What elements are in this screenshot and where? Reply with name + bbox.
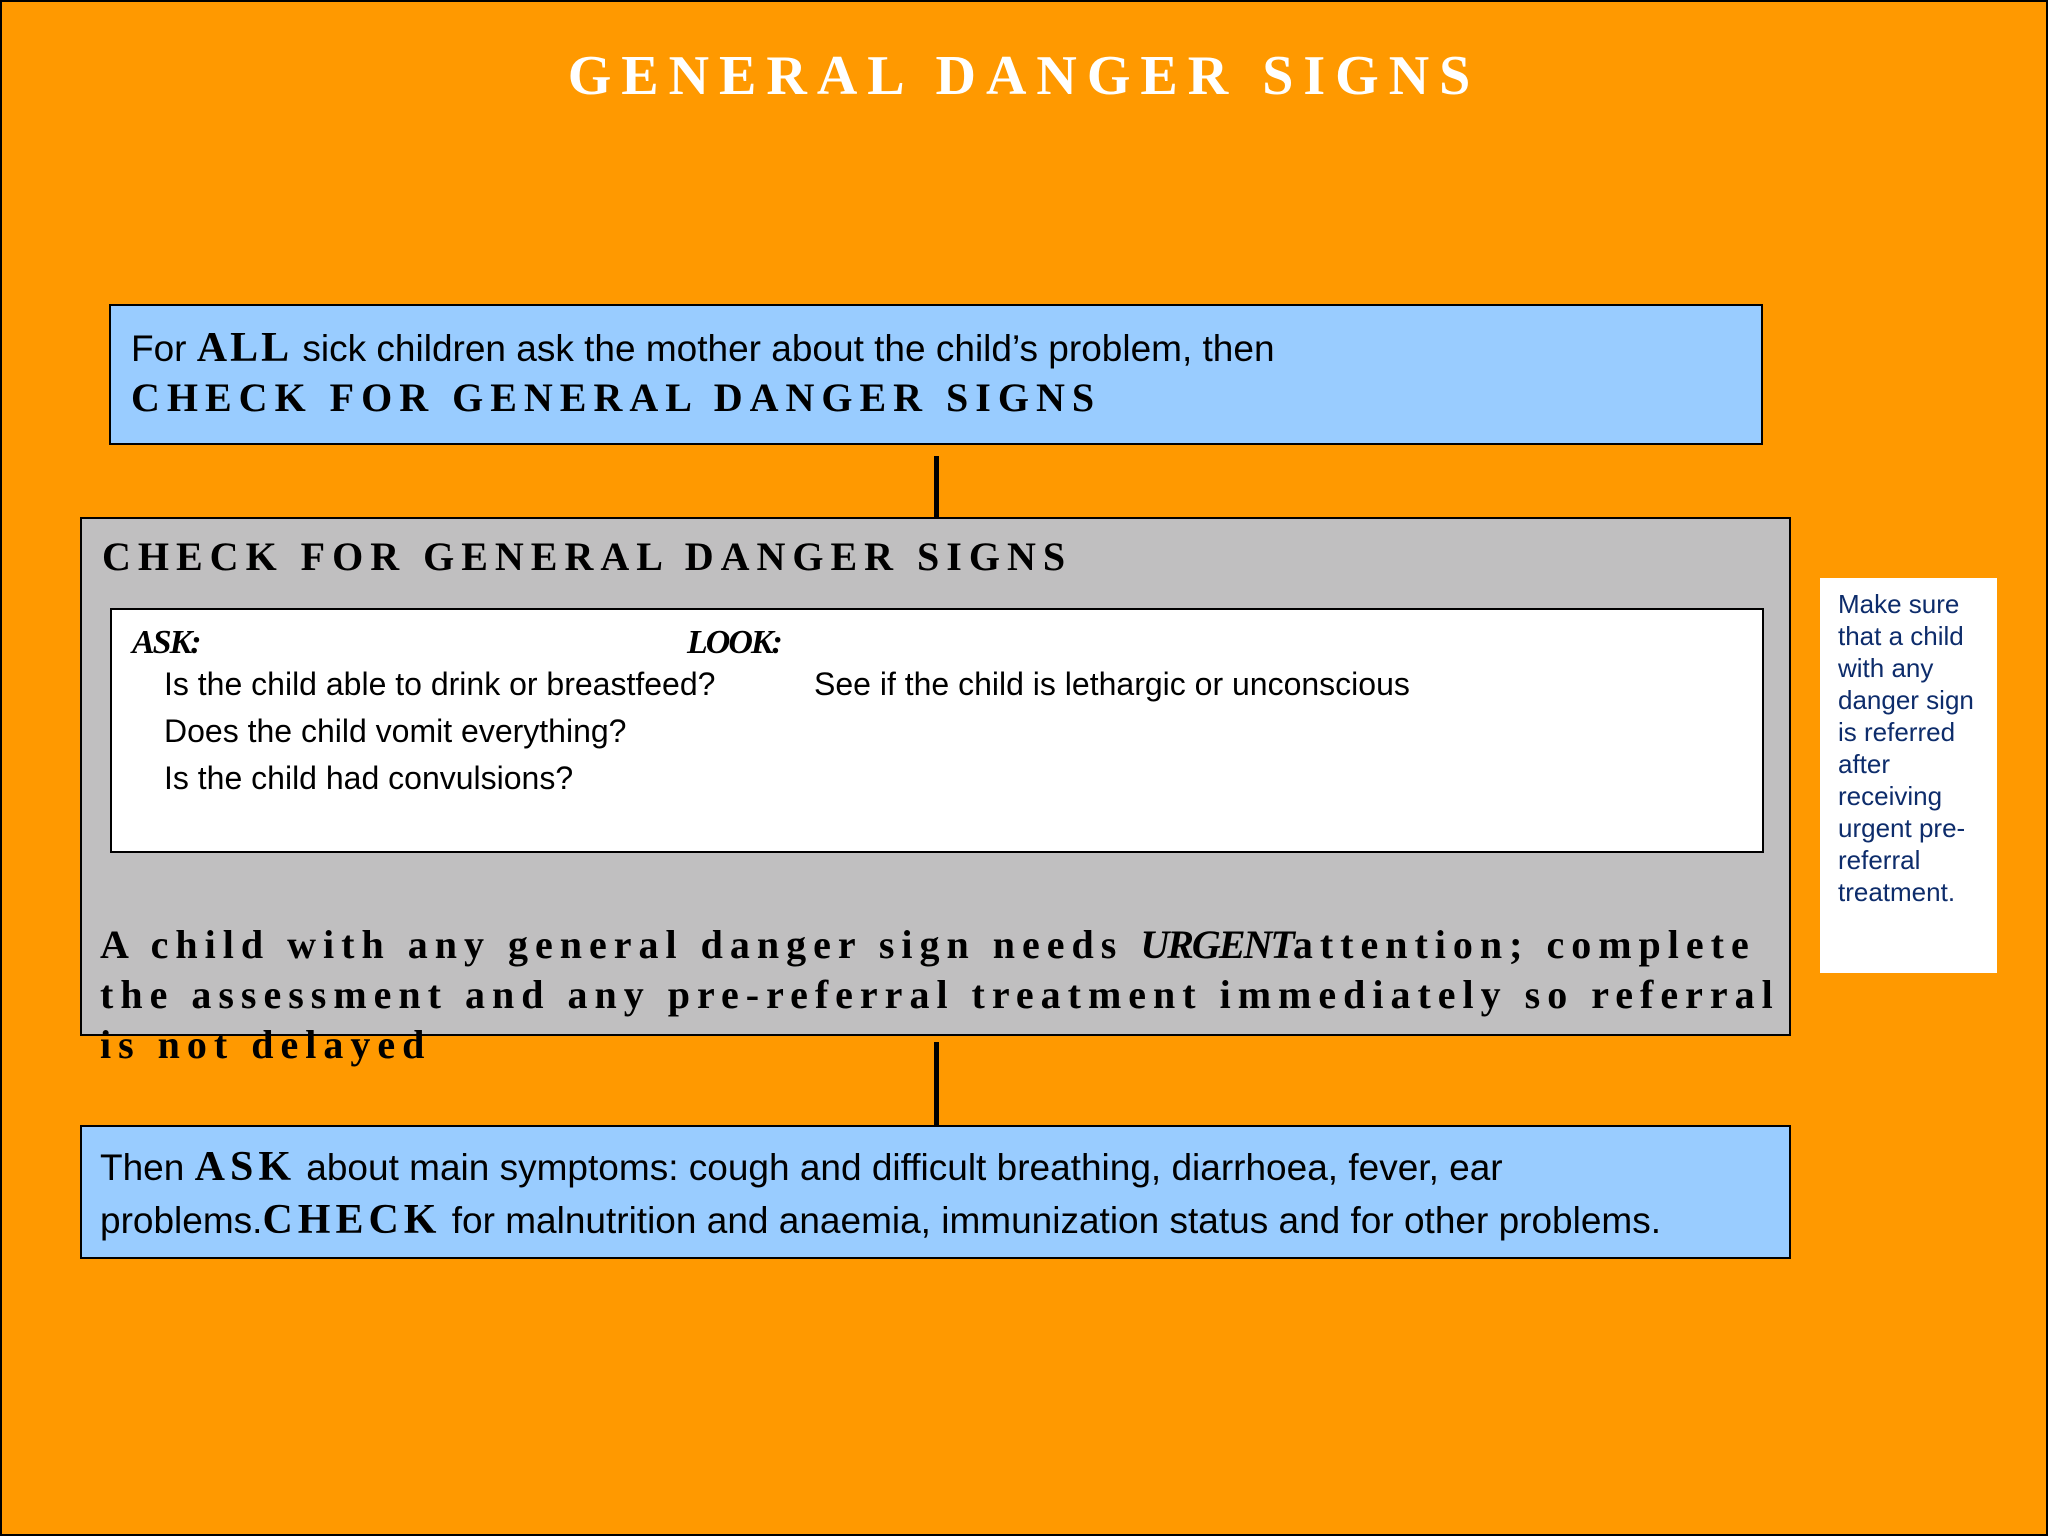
intro-box — [109, 304, 1763, 445]
then-text — [100, 1141, 1740, 1247]
ask-label: ASK: — [132, 624, 200, 661]
intro-line — [131, 324, 1275, 372]
check-heading: CHECK FOR GENERAL DANGER SIGNS — [102, 534, 1073, 579]
ask-item: Is the child able to drink or breastfeed? — [164, 666, 716, 702]
connector-line-top — [934, 456, 939, 518]
intro-emphasis: ALL — [196, 325, 293, 371]
connector-line-bottom — [934, 1042, 939, 1126]
urgent-emphasis: URGENT — [1140, 922, 1293, 967]
ask-item: Does the child vomit everything? — [164, 713, 627, 749]
intro-check-heading: CHECK FOR GENERAL DANGER SIGNS — [131, 375, 1102, 420]
ask-look-panel — [110, 608, 1764, 853]
then-mid: about main symptoms: cough and difficult breathing, diarrhoea, fever, ear problems. — [100, 1147, 1503, 1241]
then-ask: ASK — [194, 1144, 296, 1190]
then-check: CHECK — [262, 1197, 442, 1243]
ask-item: Is the child had convulsions? — [164, 760, 574, 796]
side-note: Make sure that a child with any danger sign is referred after receiving urgent pre-referral treatment. — [1820, 578, 1997, 973]
urgent-post: attention; complete the assessment and any pre-referral treatment immediately so referral is not delayed — [100, 922, 1780, 1067]
look-label: LOOK: — [687, 624, 781, 661]
slide-title: GENERAL DANGER SIGNS — [567, 45, 1481, 107]
urgent-statement — [100, 920, 1800, 1070]
intro-prefix: For — [131, 328, 187, 369]
then-rest: for malnutrition and anaemia, immunization status and for other problems. — [451, 1200, 1662, 1241]
look-item: See if the child is lethargic or unconscious — [814, 666, 1410, 702]
then-prefix: Then — [100, 1147, 185, 1188]
urgent-pre: A child with any general danger sign needs — [100, 922, 1124, 967]
intro-rest: sick children ask the mother about the child’s problem, then — [302, 328, 1275, 369]
